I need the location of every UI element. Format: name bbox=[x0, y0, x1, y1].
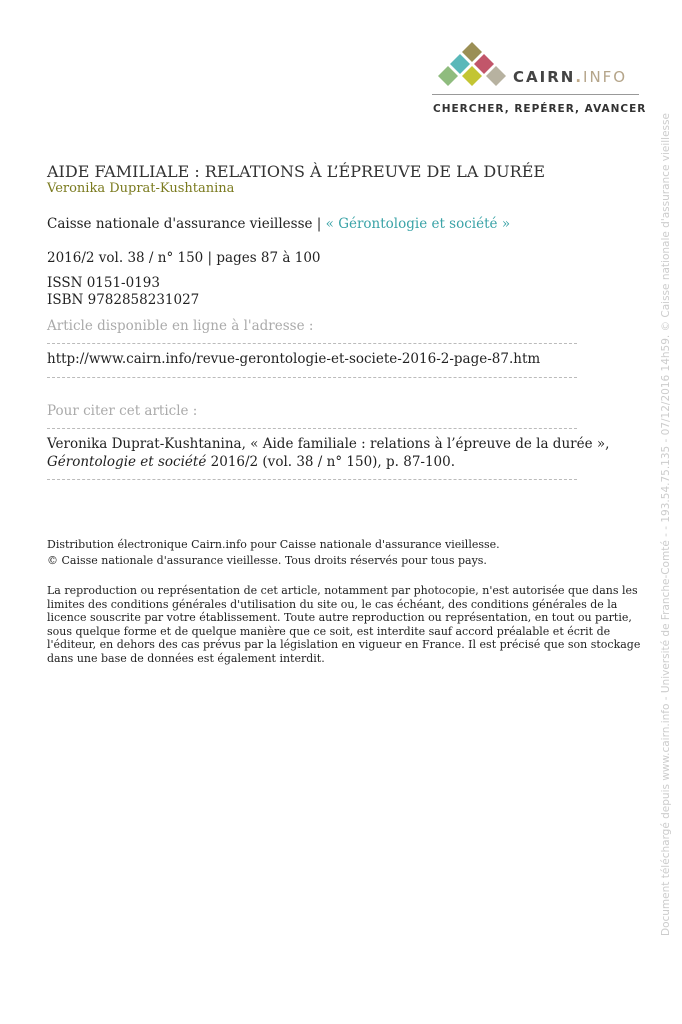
cairn-logo-mosaic-icon bbox=[430, 38, 510, 94]
legal-line: dans une base de données est également interdit. bbox=[47, 651, 325, 665]
legal-line: licence souscrite par votre établissement. Toute autre reproduction ou représentation, en tout ou partie, bbox=[47, 611, 632, 624]
cairn-logo[interactable] bbox=[430, 38, 645, 122]
publisher-line bbox=[47, 216, 510, 232]
isbn: ISBN 9782858231027 bbox=[47, 292, 200, 308]
legal-notice bbox=[47, 584, 641, 665]
download-watermark: Document téléchargé depuis www.cairn.info - Université de Franche-Comté - - 193.54.75.135 - 07/12/2016 14h59. © Caisse nationale d'assurance vieillesse bbox=[660, 113, 672, 936]
divider bbox=[47, 428, 577, 429]
logo-tagline: CHERCHER, REPÉRER, AVANCER bbox=[433, 103, 647, 115]
citation-line-2 bbox=[47, 454, 455, 470]
wordmark-info: INFO bbox=[583, 68, 628, 86]
legal-line: sous quelque forme et de quelque manière que ce soit, est interdite sauf accord préalable et écrit de bbox=[47, 624, 611, 638]
divider bbox=[47, 343, 577, 344]
wordmark-dot: . bbox=[575, 68, 584, 86]
article-author: Veronika Duprat-Kushtanina bbox=[47, 181, 235, 196]
collection-link[interactable]: « Gérontologie et société » bbox=[325, 216, 511, 232]
citation-line-1: Veronika Duprat-Kushtanina, « Aide familiale : relations à l’épreuve de la durée », bbox=[47, 436, 610, 452]
article-title: AIDE FAMILIALE : RELATIONS À L’ÉPREUVE DE LA DURÉE bbox=[47, 162, 546, 181]
online-availability-label: Article disponible en ligne à l'adresse : bbox=[47, 318, 314, 334]
citation-label: Pour citer cet article : bbox=[47, 403, 198, 419]
issn: ISSN 0151-0193 bbox=[47, 275, 160, 291]
citation-journal: Gérontologie et société bbox=[47, 454, 207, 470]
legal-line: La reproduction ou représentation de cet article, notamment par photocopie, n'est autorisée que dans les bbox=[47, 584, 638, 597]
divider bbox=[47, 377, 577, 378]
issue-info: 2016/2 vol. 38 / n° 150 | pages 87 à 100 bbox=[47, 250, 321, 266]
cairn-wordmark bbox=[513, 68, 627, 86]
divider bbox=[47, 479, 577, 480]
wordmark-cairn: CAIRN bbox=[513, 68, 576, 86]
publisher-name: Caisse nationale d'assurance vieillesse | bbox=[47, 216, 326, 232]
copyright-note: © Caisse nationale d'assurance vieillesse. Tous droits réservés pour tous pays. bbox=[47, 554, 487, 567]
distribution-note: Distribution électronique Cairn.info pour Caisse nationale d'assurance vieillesse. bbox=[47, 538, 500, 551]
legal-line: limites des conditions générales d'utilisation du site ou, le cas échéant, des conditions générales de la bbox=[47, 597, 618, 611]
legal-line: l'éditeur, en dehors des cas prévus par la législation en vigueur en France. Il est précisé que son stockage bbox=[47, 638, 641, 651]
citation-details: 2016/2 (vol. 38 / n° 150), p. 87-100. bbox=[206, 454, 456, 470]
article-url-link[interactable]: http://www.cairn.info/revue-gerontologie-et-societe-2016-2-page-87.htm bbox=[47, 351, 541, 367]
logo-divider bbox=[432, 94, 639, 95]
